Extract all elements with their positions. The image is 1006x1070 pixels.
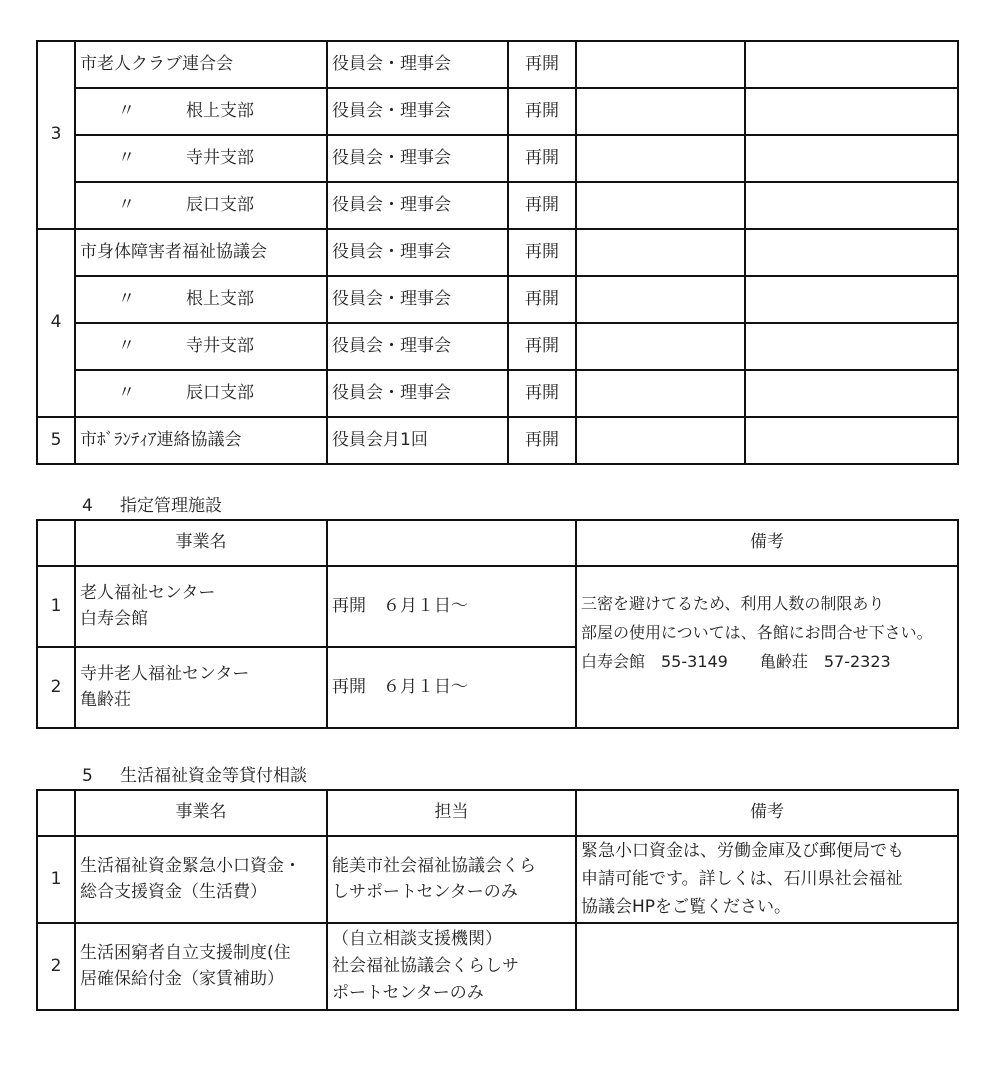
meeting-type: 役員会月1回: [327, 417, 508, 464]
organization-name: 〃 寺井支部: [75, 135, 327, 182]
meeting-status: 再開: [508, 276, 576, 323]
header-cell: 事業名: [75, 790, 327, 836]
program-charge: [327, 836, 576, 923]
facility-status: 再開 ６月１日～: [327, 566, 576, 647]
text-line: 亀齢荘: [80, 689, 131, 710]
text-line: （自立相談支援機関）: [332, 928, 502, 949]
header-cell: [37, 520, 75, 566]
organization-name: 市老人クラブ連合会: [75, 41, 327, 88]
row-number: 1: [37, 836, 75, 923]
text-line: 能美市社会福祉協議会くら: [332, 856, 536, 876]
program-name: [75, 836, 327, 923]
table-row: [37, 836, 958, 923]
text-line: 老人福祉センター: [80, 583, 216, 603]
text-line: 生活福祉資金緊急小口資金・: [80, 856, 301, 876]
table-row: [37, 229, 958, 276]
group-number: 3: [37, 41, 75, 229]
meeting-type: 役員会・理事会: [327, 323, 508, 370]
table-row: [37, 323, 958, 370]
blank-cell: [576, 135, 745, 182]
organization-meeting-table: [36, 40, 959, 465]
loan-consultation-table: [36, 789, 959, 1011]
blank-cell: [745, 41, 958, 88]
organization-name: 〃 辰口支部: [75, 182, 327, 229]
text-line: 申請可能です。詳しくは、石川県社会福祉: [581, 869, 903, 890]
group-number: 4: [37, 229, 75, 417]
facility-memo: [576, 566, 958, 728]
program-name: [75, 923, 327, 1010]
meeting-type: 役員会・理事会: [327, 229, 508, 276]
text-line: ポートセンターのみ: [332, 983, 484, 1004]
table-row: [37, 182, 958, 229]
blank-cell: [745, 229, 958, 276]
row-number: 2: [37, 923, 75, 1010]
meeting-status: 再開: [508, 229, 576, 276]
header-cell: [327, 520, 576, 566]
meeting-status: 再開: [508, 370, 576, 417]
header-cell: 担当: [327, 790, 576, 836]
meeting-type: 役員会・理事会: [327, 135, 508, 182]
meeting-status: 再開: [508, 135, 576, 182]
text-line: 部屋の使用については、各館にお問合せ下さい。: [581, 623, 933, 642]
organization-name: 市ﾎﾞﾗﾝﾃｨｱ連絡協議会: [75, 417, 327, 464]
organization-meeting-table-body: [37, 41, 958, 464]
blank-cell: [745, 276, 958, 323]
section-title: 生活福祉資金等貸付相談: [120, 766, 307, 786]
program-memo: [576, 923, 958, 1010]
organization-name: 〃 根上支部: [75, 88, 327, 135]
blank-cell: [576, 88, 745, 135]
program-charge: [327, 923, 576, 1010]
table-row: [37, 88, 958, 135]
table-row: [37, 41, 958, 88]
blank-cell: [745, 135, 958, 182]
section-number: 4: [82, 496, 93, 516]
row-number: 1: [37, 566, 75, 647]
blank-cell: [576, 182, 745, 229]
text-line: 総合支援資金（生活費）: [80, 881, 267, 902]
header-cell: 備考: [576, 790, 958, 836]
meeting-status: 再開: [508, 323, 576, 370]
header-cell: 事業名: [75, 520, 327, 566]
meeting-status: 再開: [508, 417, 576, 464]
blank-cell: [576, 229, 745, 276]
facility-name: [75, 566, 327, 647]
table-header-row: [37, 790, 958, 836]
table-row: [37, 566, 958, 647]
managed-facility-table: [36, 519, 959, 729]
blank-cell: [745, 88, 958, 135]
meeting-status: 再開: [508, 41, 576, 88]
blank-cell: [745, 370, 958, 417]
table-row: [37, 135, 958, 182]
organization-name: 〃 辰口支部: [75, 370, 327, 417]
section-title: 指定管理施設: [120, 496, 222, 516]
header-cell: 備考: [576, 520, 958, 566]
program-memo: [576, 836, 958, 923]
text-line: 白寿会館: [80, 608, 148, 629]
meeting-type: 役員会・理事会: [327, 370, 508, 417]
text-line: 居確保給付金（家賃補助）: [80, 968, 284, 989]
meeting-type: 役員会・理事会: [327, 276, 508, 323]
text-line: 社会福祉協議会くらしサ: [332, 955, 519, 976]
text-line: 三密を避けてるため、利用人数の制限あり: [581, 594, 885, 613]
blank-cell: [576, 417, 745, 464]
meeting-status: 再開: [508, 182, 576, 229]
table-header-row: [37, 520, 958, 566]
group-number: 5: [37, 417, 75, 464]
row-number: 2: [37, 647, 75, 728]
blank-cell: [745, 182, 958, 229]
meeting-status: 再開: [508, 88, 576, 135]
text-line: 寺井老人福祉センター: [80, 664, 250, 684]
blank-cell: [576, 370, 745, 417]
text-line: 緊急小口資金は、労働金庫及び郵便局でも: [581, 841, 904, 861]
table-row: [37, 370, 958, 417]
section-heading: [82, 491, 222, 516]
facility-name: [75, 647, 327, 728]
blank-cell: [576, 323, 745, 370]
blank-cell: [576, 276, 745, 323]
blank-cell: [745, 417, 958, 464]
meeting-type: 役員会・理事会: [327, 88, 508, 135]
header-cell: [37, 790, 75, 836]
text-line: 協議会HPをご覧ください。: [581, 897, 792, 918]
meeting-type: 役員会・理事会: [327, 41, 508, 88]
organization-name: 市身体障害者福祉協議会: [75, 229, 327, 276]
text-line: 白寿会館 55-3149 亀齢荘 57-2323: [581, 652, 891, 671]
table-row: [37, 923, 958, 1010]
facility-status: 再開 ６月１日～: [327, 647, 576, 728]
table-row: [37, 276, 958, 323]
organization-name: 〃 寺井支部: [75, 323, 327, 370]
blank-cell: [576, 41, 745, 88]
section-heading: [82, 761, 307, 786]
section-number: 5: [82, 766, 93, 786]
blank-cell: [745, 323, 958, 370]
table-row: [37, 417, 958, 464]
text-line: しサポートセンターのみ: [332, 881, 518, 902]
meeting-type: 役員会・理事会: [327, 182, 508, 229]
text-line: 生活困窮者自立支援制度(住: [80, 943, 291, 963]
organization-name: 〃 根上支部: [75, 276, 327, 323]
